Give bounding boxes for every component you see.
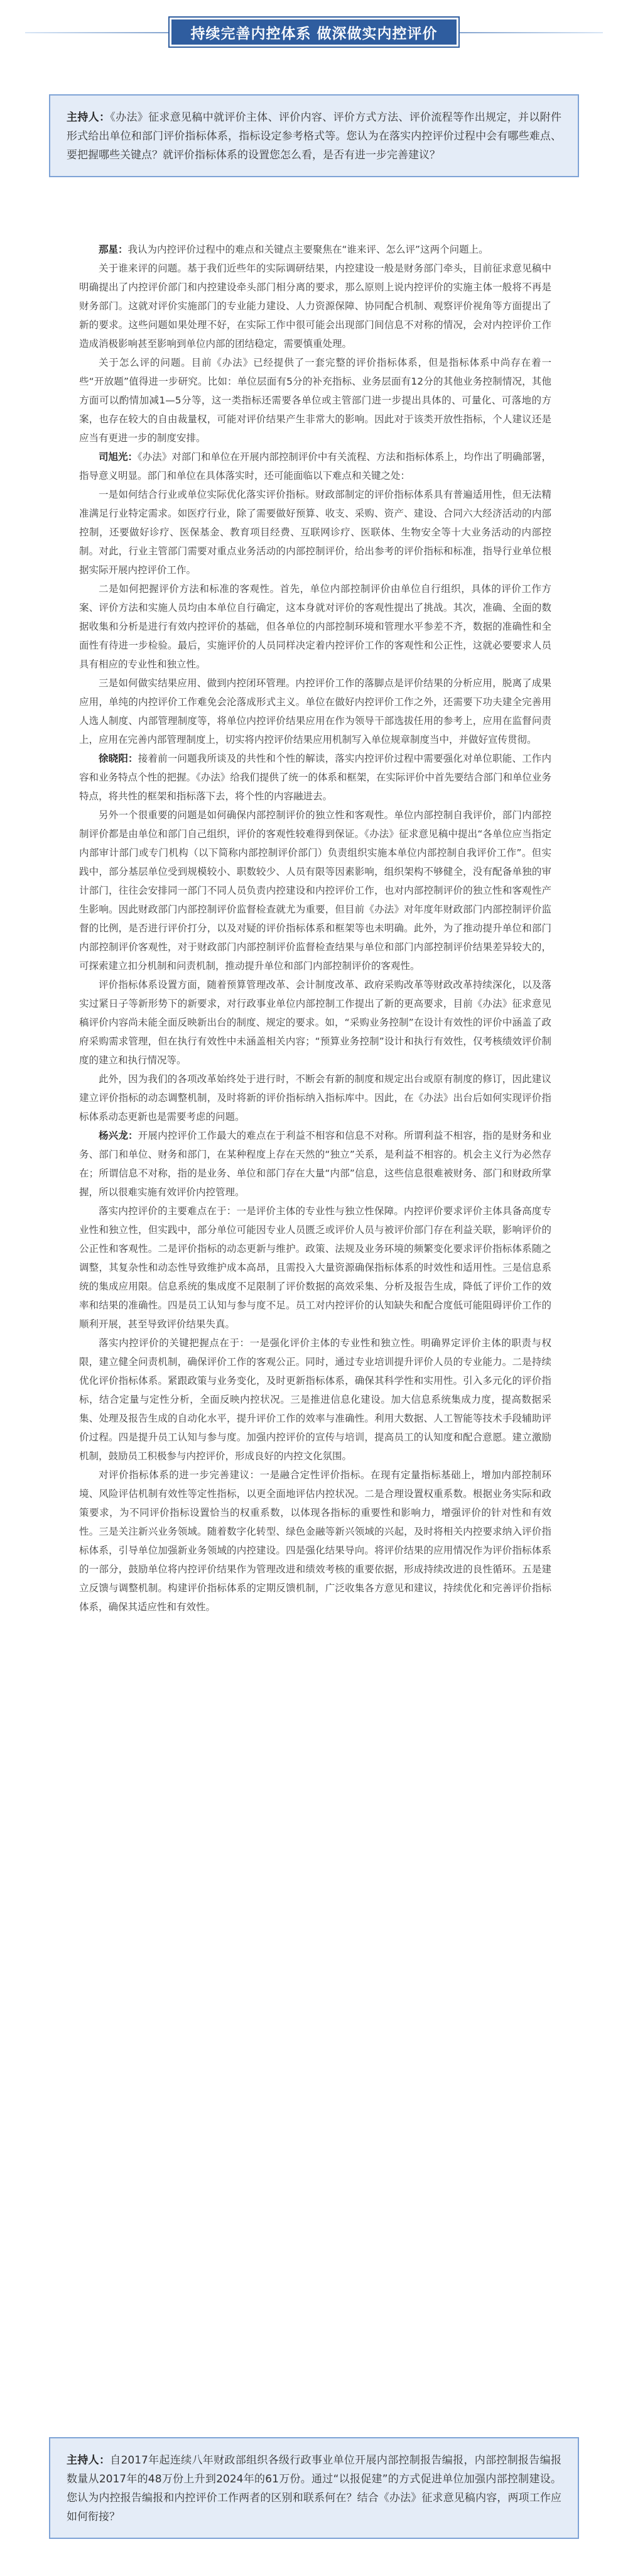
paragraph-text: 另外一个很重要的问题是如何确保内部控制评价的独立性和客观性。单位内部控制自我评价，部门内部控制评价都是由单位和部门自己组织，评价的客观性较难得到保证。《办法》征求意见稿中提出“各单位应当指定内部审计部门或专门机构（以下简称内部控制评价部门）负责组织实施本单位内部控制自我评价工作”。但实践中，部分基层单位受到规模较小、职数较少、人员有限等因素影响，组织架构不够健全，没有配备单独的审计部门，往往会安排同一部门不同人员负责内控建设和内控评价工作，也对内部控制评价的独立性和客观性产生影响。因此财政部门内部控制评价监督检查就尤为重要，但目前《办法》对年度年财政部门内部控制评价监督的比例，是否进行评价打分，以及对疑的评价指标体系和框架等也未明确。此外，为了推动提升单位和部门内部控制评价客观性，对于财政部门内部控制评价监督检查结果与单位和部门内部控制评价结果差异较大的，可探索建立扣分机制和问责机制，推动提升单位和部门内部控制评价的客观性。 xyxy=(79,809,551,972)
speaker-name: 徐晓阳： xyxy=(99,753,138,764)
article-paragraph xyxy=(79,259,551,353)
article-paragraph xyxy=(79,1070,551,1126)
paragraph-text: 此外，因为我们的各项改革始终处于进行时，不断会有新的制度和规定出台或原有制度的修订，因此建议建立评价指标的动态调整机制，及时将新的评价指标纳入指标库中。因此，在《办法》出台后如何实现评价指标体系动态更新也是需要考虑的问题。 xyxy=(79,1073,551,1122)
host-followup-box xyxy=(49,2437,579,2539)
host-followup-text: 自2017年起连续八年财政部组织各级行政事业单位开展内部控制报告编报，内部控制报告编报数量从2017年的48万份上升到2024年的61万份。通过“以报促建”的方式促进单位加强内部控制建设。您认为内控报告编报和内控评价工作两者的区别和联系何在？结合《办法》征求意见稿内容，两项工作应如何衔接？ xyxy=(67,2454,561,2523)
article-paragraph xyxy=(79,749,551,806)
title-bar xyxy=(0,14,628,52)
speaker-name: 杨兴龙： xyxy=(99,1130,138,1141)
host-question-box xyxy=(49,94,579,177)
article-body xyxy=(79,240,551,1616)
article-paragraph xyxy=(79,485,551,579)
paragraph-text: 关于谁来评的问题。基于我们近些年的实际调研结果，内控建设一般是财务部门牵头，目前征求意见稿中明确提出了内控评价部门和内控建设牵头部门相分离的要求，那么原则上说内控评价的实施主体一般将不再是财务部门。这就对评价实施部门的专业能力建设、人力资源保障、协同配合机制、观察评价视角等方面提出了新的要求。这些问题如果处理不好，在实际工作中很可能会出现部门间信息不对称的情况，会对内控评价工作造成消极影响甚至影响到单位内部的团结稳定，需要慎重处理。 xyxy=(79,263,551,349)
paragraph-text: 接着前一问题我所谈及的共性和个性的解读，落实内控评价过程中需要强化对单位职能、工作内容和业务特点个性的把握。《办法》给我们提供了统一的体系和框架，在实际评价中首先要结合部门和单位业务特点，将共性的框架和指标落下去，将个性的内容融进去。 xyxy=(79,753,551,802)
paragraph-text: 一是如何结合行业或单位实际优化落实评价指标。财政部制定的评价指标体系具有普遍适用性，但无法精准满足行业特定需求。如医疗行业，除了需要做好预算、收支、采购、资产、建设、合同六大经济活动的内部控制，还要做好诊疗、医保基金、教育项目经费、互联网诊疗、医联体、生物安全等十大业务活动的内部控制。对此，行业主管部门需要对重点业务活动的内部控制评价，给出参考的评价指标和标准，指导行业单位根据实际开展内控评价工作。 xyxy=(79,489,551,576)
article-paragraph xyxy=(79,353,551,447)
article-paragraph xyxy=(79,975,551,1070)
paragraph-text: 关于怎么评的问题。目前《办法》已经提供了一套完整的评价指标体系，但是指标体系中尚存在着一些“开放题”值得进一步研究。比如：单位层面有5分的补充指标、业务层面有12分的其他业务控制情况，其他方面可以酌情加减1—5分等，这一类指标还需要各单位或主管部门进一步提出具体的、可量化、可落地的方案，也存在较大的自由裁量权，可能对评价结果产生非常大的影响。因此对于该类开放性指标，个人建议还是应当有更进一步的制度安排。 xyxy=(79,357,551,444)
speaker-name: 那星： xyxy=(99,244,128,255)
paragraph-text: 三是如何做实结果应用、做到内控闭环管理。内控评价工作的落脚点是评价结果的分析应用，脱离了成果应用，单纯的内控评价工作难免会沦落成形式主义。单位在做好内控评价工作之外，还需要下功夫建全完善用人选人制度、内部管理制度等，将单位内控评价结果应用在作为领导干部选拔任用的参考上，应用在监督问责上，应用在完善内部管理制度上，切实将内控评价结果应用机制写入单位规章制度当中，并做好宣传贯彻。 xyxy=(79,677,551,745)
article-paragraph xyxy=(79,1202,551,1334)
host-question-text: 《办法》征求意见稿中就评价主体、评价内容、评价方式方法、评价流程等作出规定，并以附件形式给出单位和部门评价指标体系，指标设定参考格式等。您认为在落实内控评价过程中会有哪些难点、要把握哪些关键点？就评价指标体系的设置您怎么看，是否有进一步完善建议？ xyxy=(67,111,562,162)
paragraph-text: 那星：我认为内控评价过程中的难点和关键点主要聚焦在“谁来评、怎么评”这两个问题上。 xyxy=(99,244,489,255)
host-label: 主持人： xyxy=(67,111,111,124)
article-paragraph xyxy=(79,1334,551,1466)
article-paragraph xyxy=(79,240,551,259)
paragraph-text: 二是如何把握评价方法和标准的客观性。首先，单位内部控制评价由单位自行组织，具体的评价工作方案、评价方法和实施人员均由本单位自行确定，这本身就对评价的客观性提出了挑战。其次，准确、全面的数据收集和分析是进行有效内控评价的基础，但各单位的内部控制环境和管理水平参差不齐，数据的准确性和全面性有待进一步检验。最后，实施评价的人员同样决定着内控评价工作的客观性和公正性，这就必要要求人员具有相应的专业性和独立性。 xyxy=(79,583,551,670)
article-paragraph xyxy=(79,447,551,485)
paragraph-text: 落实内控评价的关键把握点在于：一是强化评价主体的专业性和独立性。明确界定评价主体的职责与权限，建立健全问责机制，确保评价工作的客观公正。同时，通过专业培训提升评价人员的专业能力。二是持续优化评价指标体系。紧跟政策与业务变化，及时更新指标体系，确保其科学性和实用性。引入多元化的评价指标，结合定量与定性分析，全面反映内控状况。三是推进信息化建设。加大信息系统集成力度，提高数据采集、处理及报告生成的自动化水平，提升评价工作的效率与准确性。利用大数据、人工智能等技术手段辅助评价过程。四是提升员工认知与参与度。加强内控评价的宣传与培训，提高员工的认知度和配合意愿。建立激励机制，鼓励员工积极参与内控评价，形成良好的内控文化氛围。 xyxy=(79,1337,551,1462)
paragraph-text: 对评价指标体系的进一步完善建议：一是融合定性评价指标。在现有定量指标基础上，增加内部控制环境、风险评估机制有效性等定性指标，以更全面地评估内控状况。二是合理设置权重系数。根据业务实际和政策要求，为不同评价指标设置恰当的权重系数，以体现各指标的重要性和影响力，增强评价的针对性和有效性。三是关注新兴业务领域。随着数字化转型、绿色金融等新兴领域的兴起，及时将相关内控要求纳入评价指标体系，引导单位加强新业务领域的内控建设。四是强化结果导向。将评价结果的应用情况作为评价指标体系的一部分，鼓励单位将内控评价结果作为管理改进和绩效考核的重要依据，形成持续改进的良性循环。五是建立反馈与调整机制。构建评价指标体系的定期反馈机制，广泛收集各方意见和建议，持续优化和完善评价指标体系，确保其适应性和有效性。 xyxy=(79,1469,551,1613)
article-paragraph xyxy=(79,806,551,975)
article-paragraph xyxy=(79,579,551,674)
paragraph-text: 开展内控评价工作最大的难点在于利益不相容和信息不对称。所谓利益不相容，指的是财务和业务、部门和单位、财务和部门，在某种程度上存在天然的“独立”关系，是利益不相容的。机会主义行为必然存在；所谓信息不对称，指的是业务、单位和部门存在大量“内部”信息，这些信息很难被财务、部门和财政所掌握，所以很难实施有效评价内控管理。 xyxy=(79,1130,551,1198)
speaker-name: 司旭光： xyxy=(99,451,138,463)
paragraph-text: 《办法》对部门和单位在开展内部控制评价中有关流程、方法和指标体系上，均作出了明确部署，指导意义明显。部门和单位在具体落实时，还可能面临以下难点和关键之处： xyxy=(79,451,551,481)
article-title: 持续完善内控体系 做深做实内控评价 xyxy=(170,18,458,47)
article-paragraph xyxy=(79,674,551,749)
host-label: 主持人： xyxy=(67,2454,111,2467)
article-paragraph xyxy=(79,1466,551,1616)
article-paragraph xyxy=(79,1126,551,1202)
paragraph-text: 评价指标体系设置方面，随着预算管理改革、会计制度改革、政府采购改革等财政改革持续深化，以及落实过紧日子等新形势下的新要求，对行政事业单位内部控制工作提出了新的更高要求，目前《办法》征求意见稿评价内容尚未能全面反映新出台的制度、规定的要求。如，“采购业务控制”在设计有效性的评价中涵盖了政府采购需求管理，但在执行有效性中未涵盖相关内容；“预算业务控制”设计和执行有效性，仅考核绩效评价制度的建立和执行情况等。 xyxy=(79,979,551,1066)
paragraph-text: 落实内控评价的主要难点在于：一是评价主体的专业性与独立性保障。内控评价要求评价主体具备高度专业性和独立性，但实践中，部分单位可能因专业人员匮乏或评价人员与被评价部门存在利益关联，影响评价的公正性和客观性。二是评价指标的动态更新与维护。政策、法规及业务环境的频繁变化要求评价指标体系随之调整，其复杂性和动态性导致维护成本高昂，且需投入大量资源确保指标体系的时效性和适用性。三是信息系统的集成应用限。信息系统的集成度不足限制了评价数据的高效采集、分析及报告生成，降低了评价工作的效率和结果的准确性。四是员工认知与参与度不足。员工对内控评价的认知缺失和配合度低可能阻碍评价工作的顺利开展，甚至导致评价结果失真。 xyxy=(79,1205,551,1330)
